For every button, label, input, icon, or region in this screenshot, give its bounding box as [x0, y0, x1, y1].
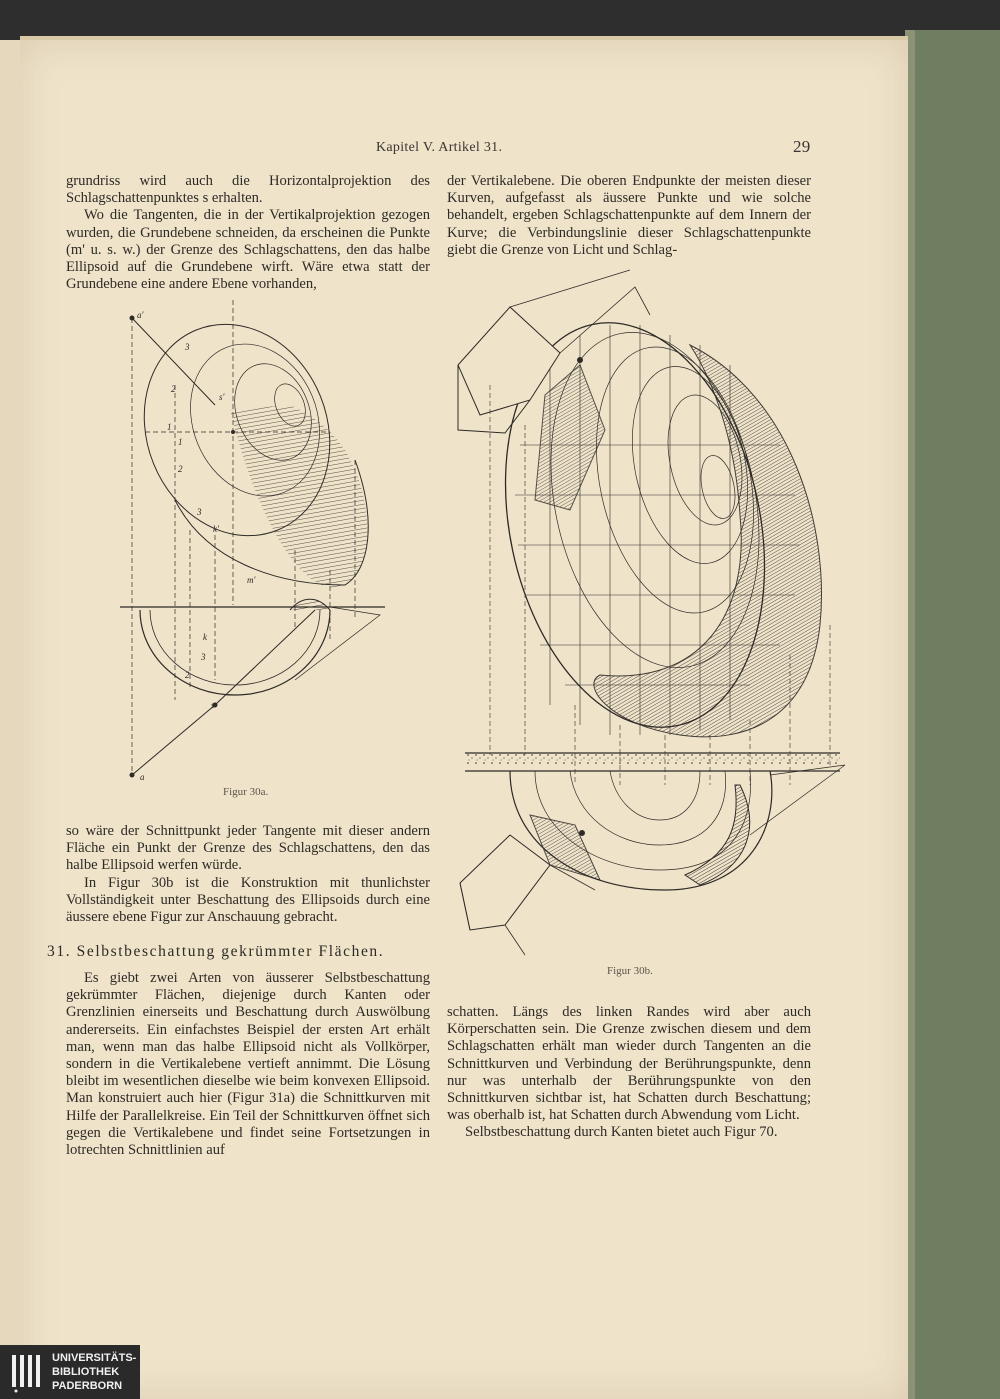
page-number: 29 — [793, 137, 811, 156]
figure-30b-caption: Figur 30b. — [607, 965, 653, 977]
left-paragraph-3: so wäre der Schnittpunkt jeder Tangente mit dieser andern Fläche ein Punkt der Grenze des Schlagschattens, den das halbe Ellipsoid werfen würde. — [66, 823, 430, 874]
figure-30b — [450, 265, 850, 955]
right-column-top — [447, 173, 811, 259]
fig-a-label-1-bottom: 1 — [178, 437, 183, 447]
fig-a-label-2-top: 2 — [171, 384, 176, 394]
fig-a-label-2-plan: 2 — [185, 670, 190, 680]
figure-30a — [115, 300, 450, 790]
fig-a-label-a: a — [140, 772, 145, 782]
left-paragraph-1: grundriss wird auch die Horizontalprojektion des Schlagschattenpunktes s erhalten. — [66, 173, 430, 207]
library-logo-line-3: PADERBORN — [52, 1380, 123, 1392]
figure-30a-caption: Figur 30a. — [223, 786, 269, 798]
library-logo-mark-icon — [10, 1351, 44, 1393]
section-number: 31. — [47, 943, 72, 960]
right-paragraph-3: Selbstbeschattung durch Kanten bietet auch Figur 70. — [465, 1124, 778, 1141]
fig-a-label-k-prime: k' — [213, 524, 219, 534]
left-column-bottom — [66, 970, 430, 1159]
right-column-bottom — [447, 1004, 811, 1142]
left-paragraph-2: Wo die Tangenten, die in der Vertikalprojektion gezogen wurden, die Grundebene schneiden, da erscheinen die Punkte (m' u. s. w.) der Grenze des Schlagschattens, den das halbe Ellipsoid auf die Grundebene wirft. Wäre etwa statt der Grundebene eine andere Ebene vorhanden, — [66, 207, 430, 293]
library-logo — [0, 1345, 140, 1399]
fig-a-label-2-bottom: 2 — [178, 464, 183, 474]
fig-a-label-3-bottom: 3 — [197, 507, 202, 517]
section-title: Selbstbeschattung gekrümmter Flächen. — [76, 943, 385, 960]
fig-a-label-1-top: 1 — [167, 422, 172, 432]
running-title: Kapitel V. Artikel 31. — [376, 140, 503, 155]
fig-a-label-3-top: 3 — [185, 342, 190, 352]
fig-a-label-3-plan: 3 — [201, 652, 206, 662]
left-column-top — [66, 173, 430, 293]
book-cover-edge — [905, 30, 1000, 1399]
right-paragraph-1: der Vertikalebene. Die oberen Endpunkte der meisten dieser Kurven, aufgefasst als äussere Punkte und wie solche behandelt, ergeben Schlagschattenpunkte auf dem Innern der Kurve; die Verbindungslinie dieser Schlagschattenpunkte giebt die Grenze von Licht und Schlag- — [447, 173, 811, 258]
fig-a-label-k: k — [203, 632, 207, 642]
library-logo-line-1: UNIVERSITÄTS- — [52, 1352, 137, 1364]
left-paragraph-4: In Figur 30b ist die Konstruktion mit thunlichster Vollständigkeit unter Beschattung des Ellipsoids durch eine äussere ebene Figur zur Anschauung gebracht. — [66, 874, 430, 926]
library-logo-text — [52, 1351, 136, 1393]
fig-a-label-a-prime: a' — [137, 310, 144, 320]
fig-a-label-m-prime: m' — [247, 575, 256, 585]
section-heading — [47, 943, 384, 961]
left-paragraph-5: Es giebt zwei Arten von äusserer Selbstbeschattung gekrümmter Flächen, diejenige durch Kanten oder Grenzlinien einerseits und Beschattung durch Auswölbung andererseits. Ein einfachstes Beispiel der ersten Art erhält man, wenn man das halbe Ellipsoid nicht als Vollkörper, sondern in die Vertikalebene vertieft annimmt. Die Lösung bleibt im wesentlichen dieselbe wie beim konvexen Ellipsoid. Man konstruiert auch hier (Figur 31a) die Schnittkurven mit Hilfe der Parallelkreise. Ein Teil der Schnittkurven öffnet sich gegen die Vertikalebene und findet seine Fortsetzungen in lotrechten Schnittlinien auf — [66, 970, 430, 1159]
facing-page-edge — [0, 40, 22, 1399]
right-paragraph-2: schatten. Längs des linken Randes wird aber auch Körperschatten sein. Die Grenze zwischen diesem und dem Schlagschatten erhält man wieder durch Tangenten an die Schnittkurven und Verbindung der Berührungspunkte, denn nur was unterhalb der Berührungspunkte von den Schnittkurven sichtbar ist, hat Schatten durch Beschattung; was oberhalb ist, hat Schatten durch Abwendung vom Licht. — [447, 1004, 811, 1124]
left-column-middle — [66, 823, 430, 926]
fig-a-label-s-prime: s' — [219, 392, 225, 402]
library-logo-line-2: BIBLIOTHEK — [52, 1366, 120, 1378]
fig-a-label-s: s — [211, 700, 215, 710]
